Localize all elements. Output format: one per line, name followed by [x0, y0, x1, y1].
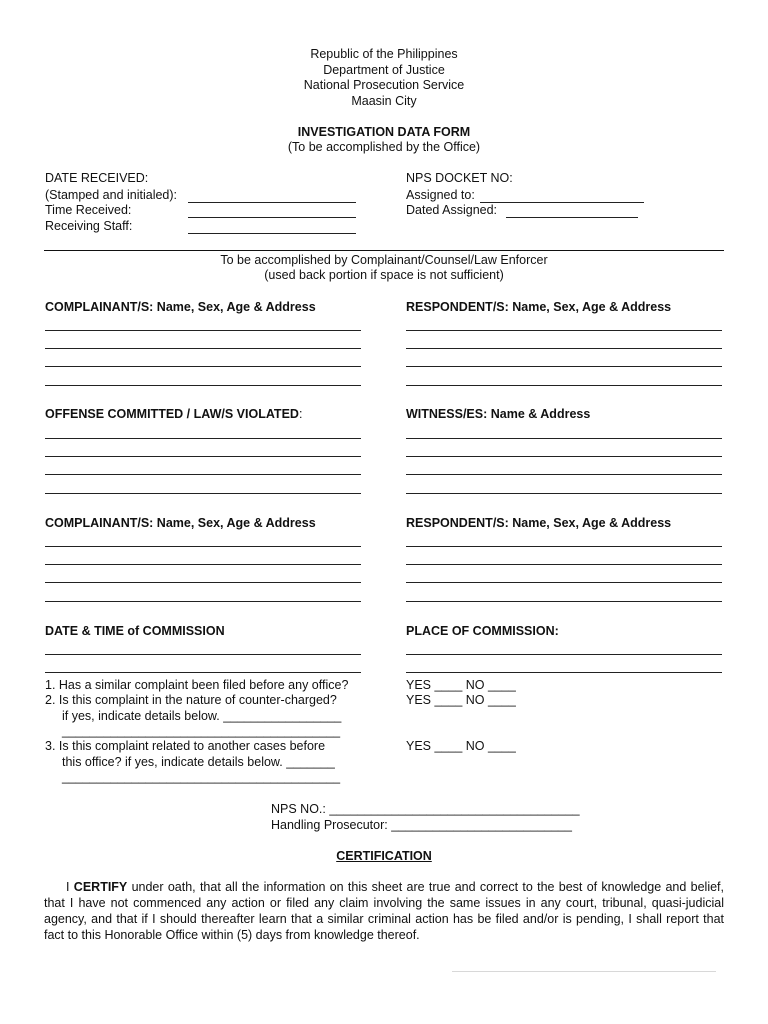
offense-line[interactable] [45, 456, 361, 457]
certification-body: under oath, that all the information on this sheet are true and correct to the best of knowledge and belief, that I have not commenced any action or filed any claim involving the same issues in any court, tribunal, quasi-judicial agency, and that if I should thereafter learn that a similar criminal action has be filed and/or is pending, I shall report that fact to this Honorable Office within (5) days from knowledge thereof. [44, 880, 724, 942]
header-city: Maasin City [351, 94, 417, 108]
complainants-line[interactable] [45, 330, 361, 331]
respondents-line[interactable] [406, 582, 722, 583]
question-2: 2. Is this complaint in the nature of counter-charged? [45, 693, 337, 707]
complainants-line[interactable] [45, 564, 361, 565]
time-received-label: Time Received: [45, 203, 132, 217]
offense-heading-text: OFFENSE COMMITTED / LAW/S VIOLATED [45, 407, 299, 421]
stamped-label: (Stamped and initialed): [45, 188, 178, 202]
assigned-to-label: Assigned to: [406, 188, 475, 202]
certify-word: CERTIFY [73, 880, 128, 894]
respondents-line[interactable] [406, 564, 722, 565]
complainants-heading-2: COMPLAINANT/S: Name, Sex, Age & Address [45, 516, 316, 530]
certification-paragraph [44, 879, 724, 943]
respondents-heading-2: RESPONDENT/S: Name, Sex, Age & Address [406, 516, 672, 530]
respondents-line[interactable] [406, 348, 722, 349]
handling-prosecutor-field[interactable]: Handling Prosecutor: __________________________ [271, 818, 572, 832]
offense-line[interactable] [45, 438, 361, 439]
witnesses-line[interactable] [406, 456, 722, 457]
stamped-field[interactable] [188, 202, 356, 203]
complainants-line[interactable] [45, 366, 361, 367]
nps-no-field[interactable]: NPS NO.: ____________________________________ [271, 802, 580, 816]
header-republic: Republic of the Philippines [310, 47, 458, 61]
section2-note: (used back portion if space is not sufficient) [264, 268, 504, 282]
witnesses-line[interactable] [406, 438, 722, 439]
header-department: Department of Justice [323, 63, 445, 77]
place-line[interactable] [406, 672, 722, 673]
section-divider [44, 250, 724, 251]
question-2-yes-no[interactable]: YES ____ NO ____ [406, 693, 516, 707]
question-3-detail[interactable]: this office? if yes, indicate details below. _______ [62, 755, 335, 769]
assigned-to-field[interactable] [480, 202, 644, 203]
respondents-line[interactable] [406, 546, 722, 547]
docket-no-label: NPS DOCKET NO: [406, 171, 513, 185]
respondents-heading: RESPONDENT/S: Name, Sex, Age & Address [406, 300, 672, 314]
witnesses-line[interactable] [406, 493, 722, 494]
question-3: 3. Is this complaint related to another cases before [45, 739, 326, 753]
receiving-staff-label: Receiving Staff: [45, 219, 133, 233]
certification-lead: I [66, 880, 70, 894]
time-received-field[interactable] [188, 217, 356, 218]
question-2-detail-line[interactable]: ________________________________________ [62, 724, 341, 738]
signature-line[interactable] [452, 971, 716, 972]
question-2-detail[interactable]: if yes, indicate details below. _________________ [62, 709, 342, 723]
date-time-line[interactable] [45, 654, 361, 655]
question-3-yes-no[interactable]: YES ____ NO ____ [406, 739, 516, 753]
date-time-heading: DATE & TIME of COMMISSION [45, 624, 225, 638]
offense-heading-colon: : [298, 407, 303, 421]
question-1-yes-no[interactable]: YES ____ NO ____ [406, 678, 516, 692]
dated-assigned-label: Dated Assigned: [406, 203, 498, 217]
witnesses-heading: WITNESS/ES: Name & Address [406, 407, 591, 421]
respondents-line[interactable] [406, 366, 722, 367]
complainants-line[interactable] [45, 385, 361, 386]
offense-heading [45, 407, 302, 422]
question-1: 1. Has a similar complaint been filed before any office? [45, 678, 349, 692]
form-subtitle: (To be accomplished by the Office) [287, 140, 481, 154]
certification-title: CERTIFICATION [336, 849, 432, 863]
offense-line[interactable] [45, 474, 361, 475]
complainants-line[interactable] [45, 546, 361, 547]
question-3-detail-line[interactable]: ________________________________________ [62, 770, 341, 784]
complainants-line[interactable] [45, 582, 361, 583]
witnesses-line[interactable] [406, 474, 722, 475]
respondents-line[interactable] [406, 330, 722, 331]
dated-assigned-field[interactable] [506, 217, 638, 218]
respondents-line[interactable] [406, 385, 722, 386]
complainants-line[interactable] [45, 348, 361, 349]
respondents-line[interactable] [406, 601, 722, 602]
complainants-line[interactable] [45, 601, 361, 602]
place-heading: PLACE OF COMMISSION: [406, 624, 559, 638]
section2-instruction: To be accomplished by Complainant/Counsel/Law Enforcer [220, 253, 548, 267]
complainants-heading: COMPLAINANT/S: Name, Sex, Age & Address [45, 300, 316, 314]
receiving-staff-field[interactable] [188, 233, 356, 234]
form-title: INVESTIGATION DATA FORM [297, 125, 471, 139]
date-received-label: DATE RECEIVED: [45, 171, 149, 185]
date-time-line[interactable] [45, 672, 361, 673]
offense-line[interactable] [45, 493, 361, 494]
place-line[interactable] [406, 654, 722, 655]
header-service: National Prosecution Service [303, 78, 465, 92]
